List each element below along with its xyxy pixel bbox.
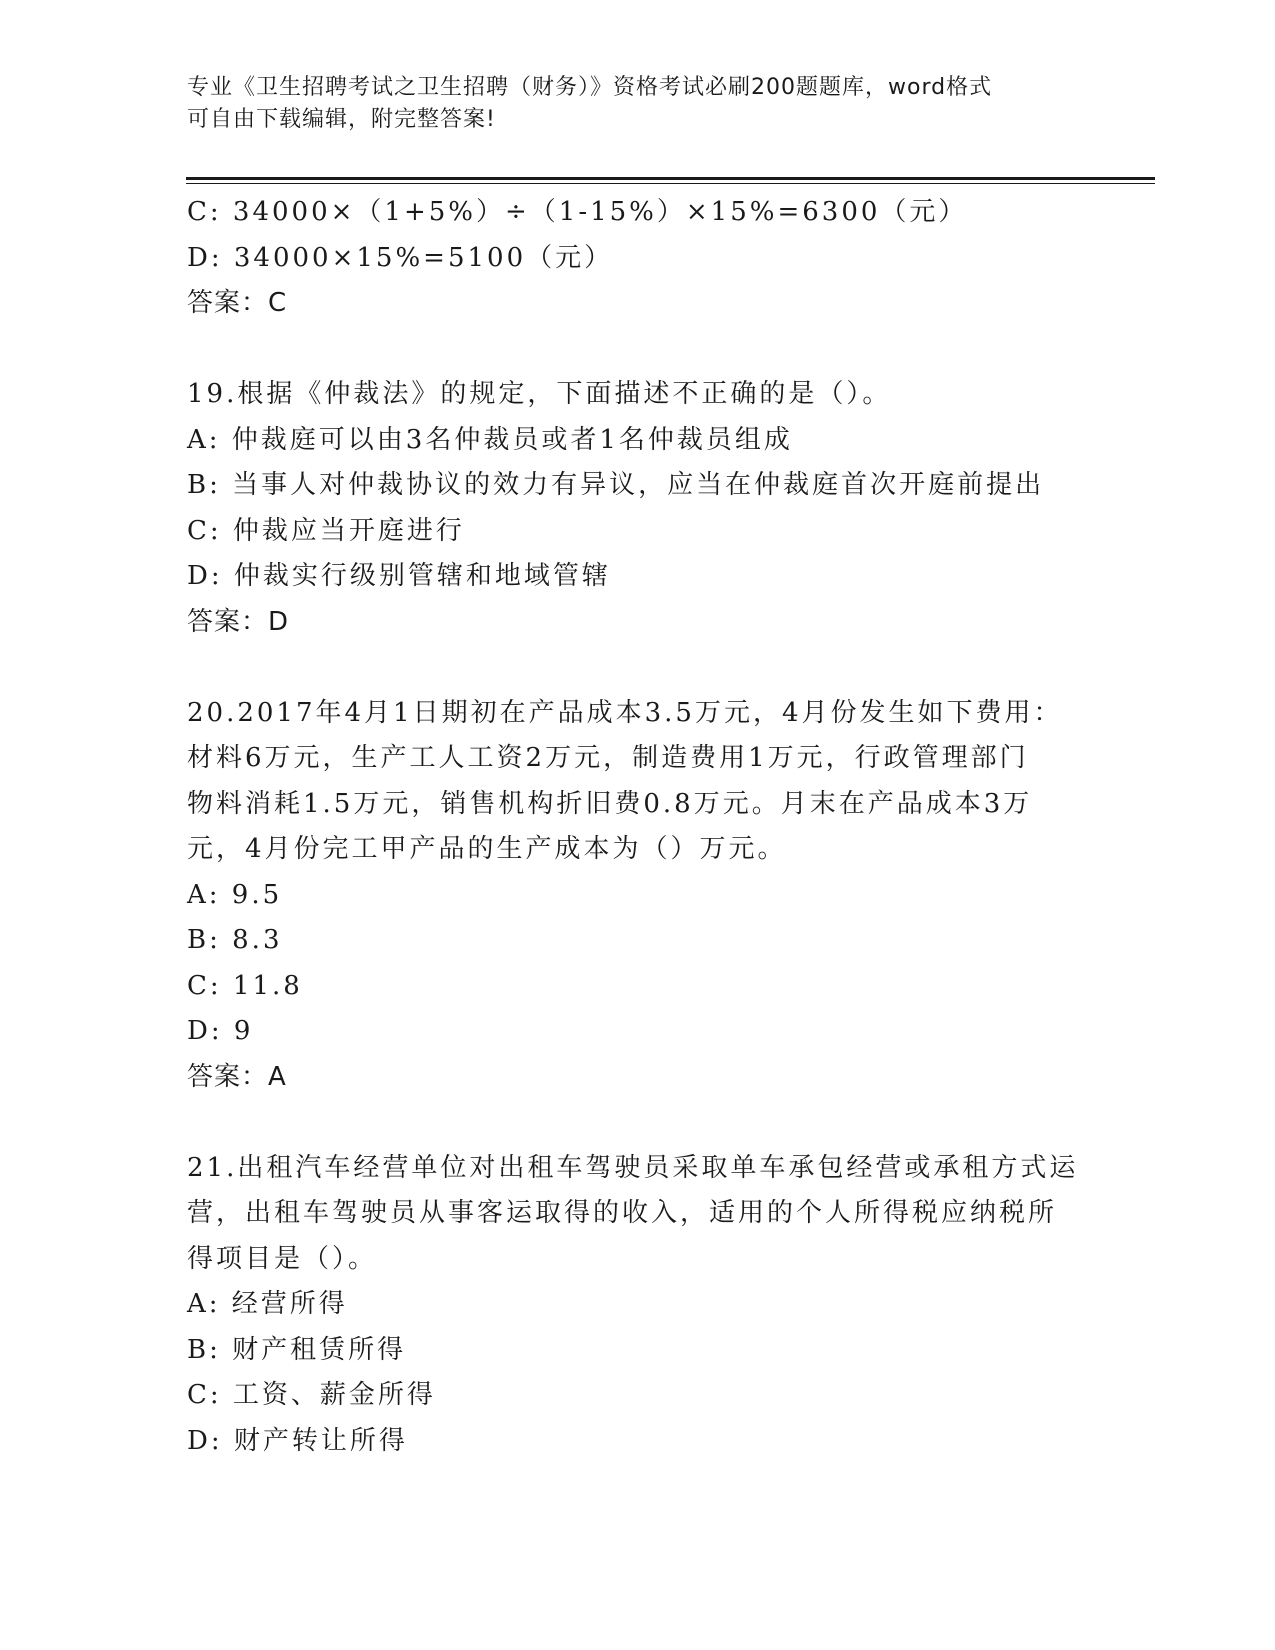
question-21 xyxy=(187,1146,1087,1465)
answer-line: 答案：C xyxy=(187,288,288,318)
spacer xyxy=(187,327,1087,373)
option-b: B: 8.3 xyxy=(187,925,283,955)
option-c: C: 工资、薪金所得 xyxy=(187,1380,436,1410)
question-stem: 19.根据《仲裁法》的规定，下面描述不正确的是（）。 xyxy=(187,379,892,409)
answer-line: 答案：D xyxy=(187,606,290,637)
option-d: D: 财产转让所得 xyxy=(187,1425,408,1456)
question-stem: 得项目是（）。 xyxy=(187,1243,378,1274)
option-c: C: 11.8 xyxy=(187,970,303,1001)
question-stem: 物料消耗1.5万元，销售机构折旧费0.8万元。月末在产品成本3万 xyxy=(187,788,1033,819)
header-title-line-2: 可自由下载编辑，附完整答案! xyxy=(187,107,496,132)
question-stem: 营，出租车驾驶员从事客运取得的收入，适用的个人所得税应纳税所 xyxy=(187,1198,1058,1228)
spacer xyxy=(187,645,1087,691)
option-a: A: 仲裁庭可以由3名仲裁员或者1名仲裁员组成 xyxy=(187,424,793,455)
spacer xyxy=(187,1100,1087,1146)
option-c: C: 仲裁应当开庭进行 xyxy=(187,515,465,546)
option-b: B: 当事人对仲裁协议的效力有异议，应当在仲裁庭首次开庭前提出 xyxy=(187,470,1045,500)
question-18-tail xyxy=(187,190,1087,327)
header-divider-thin xyxy=(186,183,1155,184)
header-divider-thick xyxy=(186,177,1155,180)
option-d: D: 仲裁实行级别管辖和地域管辖 xyxy=(187,561,611,591)
question-stem: 20.2017年4月1日期初在产品成本3.5万元，4月份发生如下费用： xyxy=(187,697,1063,728)
question-19 xyxy=(187,372,1087,645)
option-b: B: 财产租赁所得 xyxy=(187,1334,407,1365)
option-d: D: 9 xyxy=(187,1016,254,1046)
question-20 xyxy=(187,691,1087,1101)
option-d: D: 34000×15%=5100（元） xyxy=(187,242,614,273)
answer-line: 答案：A xyxy=(187,1061,287,1092)
option-a: A: 9.5 xyxy=(187,879,283,910)
option-c: C: 34000×（1+5%）÷（1-15%）×15%=6300（元） xyxy=(187,197,968,227)
question-stem: 材料6万元，生产工人工资2万元，制造费用1万元，行政管理部门 xyxy=(187,743,1029,773)
header-title-line-1: 专业《卫生招聘考试之卫生招聘（财务）》资格考试必刷200题题库，word格式 xyxy=(187,75,993,100)
option-a: A: 经营所得 xyxy=(187,1289,348,1319)
document-body xyxy=(187,190,1087,1464)
question-stem: 21.出租汽车经营单位对出租车驾驶员采取单车承包经营或承租方式运 xyxy=(187,1152,1079,1183)
document-header xyxy=(187,72,1067,136)
question-stem: 元，4月份完工甲产品的生产成本为（）万元。 xyxy=(187,834,787,864)
